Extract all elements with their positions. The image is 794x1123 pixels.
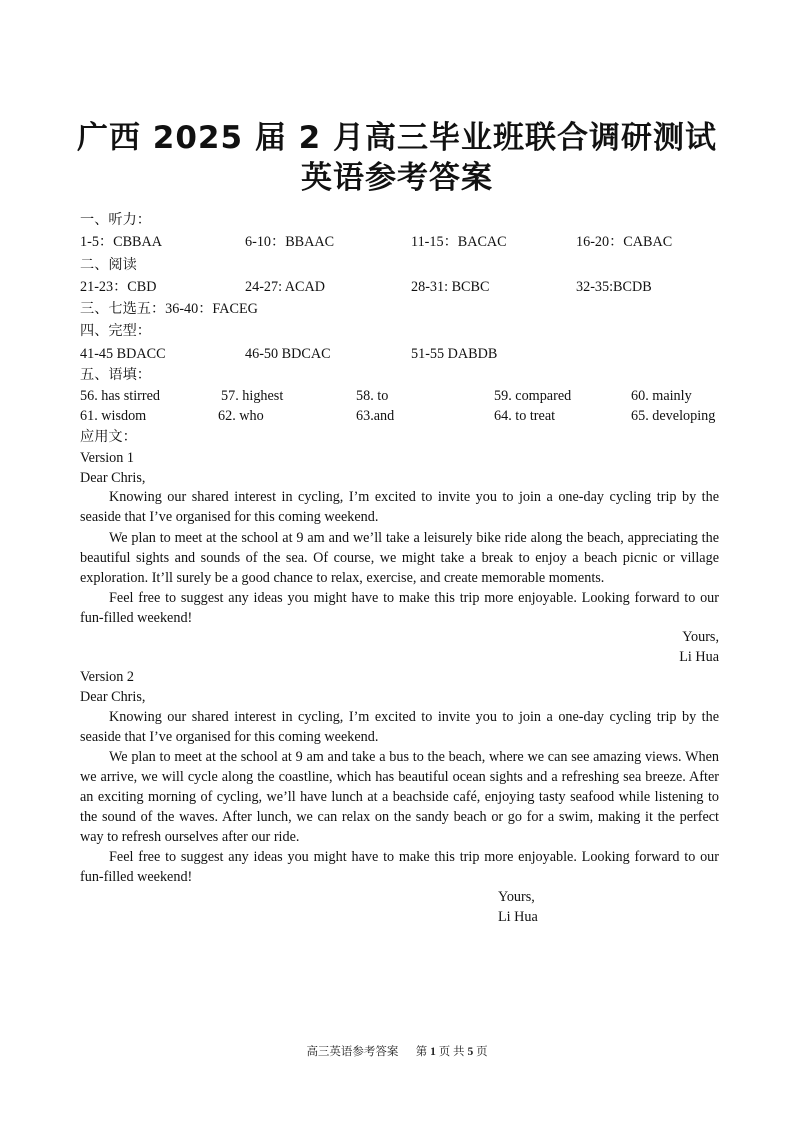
answer-cloze-3: 51-55 DABDB [411, 346, 498, 362]
version-2-paragraph-2: We plan to meet at the school at 9 am and take a bus to the beach, where we can see amazing views. When we arrive, we will cycle along the coastline, which has beautiful ocean sights and a refreshing sea breeze. After an exciting morning of cycling, we’ll have lunch at a beachside café, enjoying tasty seafood while listening to the sound of the waves. After lunch, we can relax on the sandy beach or go for a swim, making it the perfect way to refresh ourselves after our ride. [80, 749, 719, 845]
answer-grammar-65: 65. developing [631, 408, 716, 424]
answer-grammar-58: 58. to [356, 388, 389, 404]
answer-reading-1: 21-23：CBD [80, 279, 157, 295]
version-1-paragraph-3: Feel free to suggest any ideas you might have to make this trip more enjoyable. Looking forward to our fun-filled weekend! [80, 590, 719, 626]
answer-grammar-57: 57. highest [221, 388, 284, 404]
footer-page-total: 5 [467, 1046, 474, 1058]
answer-cloze-1: 41-45 BDACC [80, 346, 166, 362]
answer-cloze-2: 46-50 BDCAC [245, 346, 331, 362]
section-heading-reading: 二、阅读 [80, 257, 137, 273]
answer-grammar-56: 56. has stirred [80, 388, 160, 404]
section-heading-cloze: 四、完型： [80, 323, 151, 339]
section-heading-writing: 应用文： [80, 429, 137, 445]
version-2-paragraph-1: Knowing our shared interest in cycling, I’m excited to invite you to join a one-day cycling trip by the seaside that I’ve organised for this coming weekend. [80, 709, 719, 745]
answer-reading-3: 28-31: BCBC [411, 279, 490, 295]
answer-listening-2: 6-10：BBAAC [245, 234, 335, 250]
version-2-paragraph-3: Feel free to suggest any ideas you might have to make this trip more enjoyable. Looking forward to our fun-filled weekend! [80, 849, 719, 885]
answer-reading-4: 32-35:BCDB [576, 279, 652, 295]
version-2-label: Version 2 [80, 669, 134, 685]
page-footer [0, 1043, 794, 1059]
version-2-signature: Li Hua [498, 909, 538, 925]
version-1-paragraph-2: We plan to meet at the school at 9 am and we’ll take a leisurely bike ride along the beach, appreciating the beautiful sights and sounds of the sea. Of course, we might take a break to enjoy a beach picnic or village exploration. It’ll surely be a good chance to relax, exercise, and create memorable moments. [80, 530, 719, 586]
answer-grammar-61: 61. wisdom [80, 408, 147, 424]
version-1-closing: Yours, [682, 629, 719, 645]
answer-grammar-60: 60. mainly [631, 388, 692, 404]
answer-grammar-63: 63.and [356, 408, 395, 424]
answer-reading-2: 24-27: ACAD [245, 279, 326, 295]
footer-page-number: 1 [430, 1046, 436, 1058]
section-heading-grammar: 五、语填： [80, 367, 151, 383]
answer-listening-4: 16-20：CABAC [576, 234, 673, 250]
section-heading-listening: 一、听力： [80, 212, 151, 228]
page-subtitle: 英语参考答案 [301, 160, 493, 196]
footer-page-suffix: 页 [476, 1046, 488, 1058]
version-2-greeting: Dear Chris, [80, 689, 146, 705]
version-1-greeting: Dear Chris, [80, 470, 146, 486]
footer-page-mid: 页 共 [438, 1046, 465, 1058]
version-1-label: Version 1 [80, 450, 134, 466]
answer-listening-3: 11-15：BACAC [411, 234, 507, 250]
answer-listening-1: 1-5：CBBAA [80, 234, 162, 250]
answer-grammar-62: 62. who [218, 408, 264, 424]
footer-page-prefix: 第 [415, 1046, 428, 1058]
version-1-paragraph-1: Knowing our shared interest in cycling, I’m excited to invite you to join a one-day cycling trip by the seaside that I’ve organised for this coming weekend. [80, 489, 719, 525]
version-2-closing: Yours, [498, 889, 535, 905]
footer-doc-name: 高三英语参考答案 [306, 1046, 399, 1058]
answer-grammar-59: 59. compared [494, 388, 572, 404]
version-1-signature: Li Hua [679, 649, 719, 665]
answer-grammar-64: 64. to treat [494, 408, 556, 424]
section-seven-choose-five: 三、七选五：36-40：FACEG [80, 301, 258, 317]
page-title: 广西 2025 届 2 月高三毕业班联合调研测试 [76, 120, 718, 156]
